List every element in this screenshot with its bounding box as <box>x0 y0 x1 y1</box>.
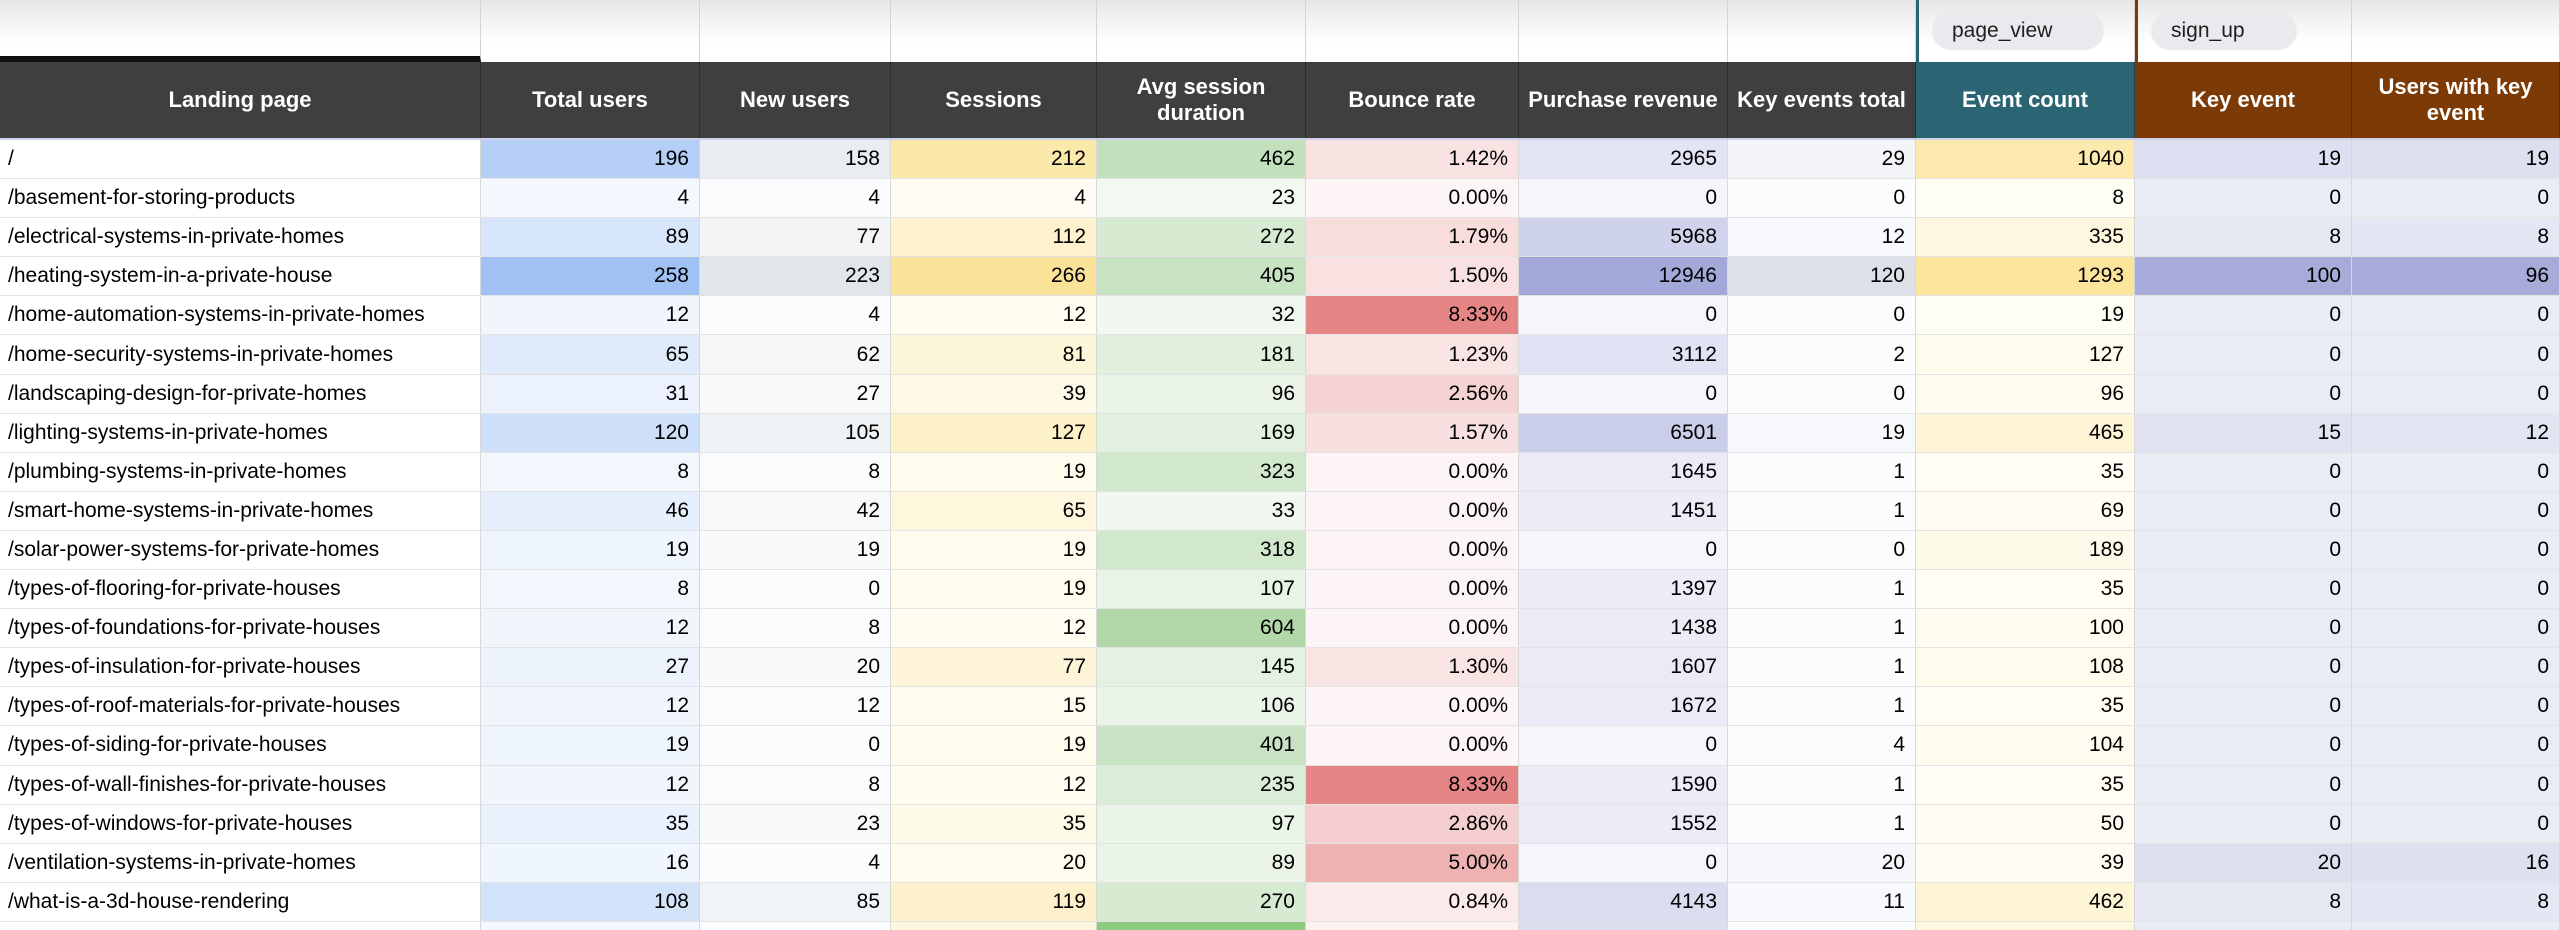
cell-landing-page[interactable]: /landscaping-design-for-private-homes <box>0 375 481 413</box>
cell-key-events-total[interactable]: 1 <box>1728 805 1916 843</box>
cell-key-event[interactable]: 20 <box>2135 844 2352 882</box>
cell-key-events-total[interactable]: 11 <box>1728 883 1916 921</box>
cell-new-users[interactable]: 8 <box>700 609 891 647</box>
cell-total-users[interactable]: 16 <box>481 844 700 882</box>
cell-landing-page[interactable]: /types-of-roof-materials-for-private-houses <box>0 687 481 725</box>
cell-landing-page[interactable]: / <box>0 140 481 178</box>
cell-event-count[interactable]: 462 <box>1916 883 2135 921</box>
cell-total-users[interactable]: 108 <box>481 883 700 921</box>
cell-avg-session-duration[interactable]: 181 <box>1097 335 1306 373</box>
cell-event-count[interactable]: 96 <box>1916 375 2135 413</box>
cell-event-count[interactable]: 35 <box>1916 766 2135 804</box>
chip-cell-event-count[interactable] <box>1916 0 2135 62</box>
cell-key-event[interactable]: 100 <box>2135 257 2352 295</box>
cell-sessions[interactable]: 12 <box>891 609 1097 647</box>
header-users-with-key-event[interactable]: Users with key event <box>2352 62 2560 138</box>
cell-event-count[interactable]: 465 <box>1916 414 2135 452</box>
table-row <box>0 805 2560 844</box>
cell-landing-page[interactable]: /smart-home-systems-in-private-homes <box>0 492 481 530</box>
cell-key-event[interactable]: 0 <box>2135 492 2352 530</box>
table-row <box>0 335 2560 374</box>
cell-users-with-key-event[interactable]: 0 <box>2352 687 2560 725</box>
cell-landing-page[interactable]: /types-of-siding-for-private-houses <box>0 726 481 764</box>
cell-users-with-key-event[interactable]: 0 <box>2352 531 2560 569</box>
cell-purchase-revenue[interactable]: 0 <box>1519 531 1728 569</box>
cell-key-event[interactable]: 0 <box>2135 609 2352 647</box>
cell-bounce-rate[interactable]: 1.42% <box>1306 140 1519 178</box>
cell-users-with-key-event[interactable] <box>2352 922 2560 930</box>
cell-total-users[interactable]: 258 <box>481 257 700 295</box>
cell-event-count[interactable]: 100 <box>1916 609 2135 647</box>
chip-cell-bounce-rate[interactable] <box>1306 0 1519 62</box>
cell-key-event[interactable]: 0 <box>2135 570 2352 608</box>
cell-event-count[interactable]: 1293 <box>1916 257 2135 295</box>
cell-key-events-total[interactable]: 1 <box>1728 766 1916 804</box>
cell-key-event[interactable]: 0 <box>2135 805 2352 843</box>
cell-sessions[interactable]: 81 <box>891 335 1097 373</box>
cell-purchase-revenue[interactable]: 0 <box>1519 179 1728 217</box>
chip-row <box>0 0 2560 62</box>
cell-total-users[interactable]: 8 <box>481 570 700 608</box>
cell-sessions[interactable]: 19 <box>891 726 1097 764</box>
cell-landing-page[interactable]: /heating-system-in-a-private-house <box>0 257 481 295</box>
cell-new-users[interactable]: 85 <box>700 883 891 921</box>
cell-event-count[interactable]: 35 <box>1916 453 2135 491</box>
cell-avg-session-duration[interactable]: 604 <box>1097 609 1306 647</box>
cell-landing-page[interactable]: /what-is-a-3d-house-rendering <box>0 883 481 921</box>
cell-sessions[interactable]: 19 <box>891 570 1097 608</box>
cell-key-event[interactable] <box>2135 922 2352 930</box>
cell-avg-session-duration[interactable]: 318 <box>1097 531 1306 569</box>
cell-total-users[interactable]: 35 <box>481 805 700 843</box>
cell-landing-page[interactable]: /home-automation-systems-in-private-homes <box>0 296 481 334</box>
cell-landing-page[interactable]: /ventilation-systems-in-private-homes <box>0 844 481 882</box>
cell-new-users[interactable]: 105 <box>700 414 891 452</box>
cell-key-events-total[interactable]: 1 <box>1728 648 1916 686</box>
cell-sessions[interactable]: 12 <box>891 766 1097 804</box>
cell-key-events-total[interactable]: 29 <box>1728 140 1916 178</box>
cell-key-event[interactable]: 0 <box>2135 687 2352 725</box>
cell-bounce-rate[interactable]: 1.50% <box>1306 257 1519 295</box>
cell-new-users[interactable]: 62 <box>700 335 891 373</box>
cell-purchase-revenue[interactable]: 1451 <box>1519 492 1728 530</box>
cell-landing-page[interactable]: /lighting-systems-in-private-homes <box>0 414 481 452</box>
cell-users-with-key-event[interactable]: 0 <box>2352 179 2560 217</box>
cell-purchase-revenue[interactable]: 6501 <box>1519 414 1728 452</box>
cell-purchase-revenue[interactable]: 0 <box>1519 296 1728 334</box>
cell-users-with-key-event[interactable]: 0 <box>2352 570 2560 608</box>
cell-purchase-revenue[interactable]: 1645 <box>1519 453 1728 491</box>
table-row <box>0 257 2560 296</box>
header-key-events-total[interactable]: Key events total <box>1728 62 1916 138</box>
cell-sessions[interactable]: 119 <box>891 883 1097 921</box>
cell-users-with-key-event[interactable]: 0 <box>2352 609 2560 647</box>
table-row <box>0 570 2560 609</box>
cell-total-users[interactable] <box>481 922 700 930</box>
cell-users-with-key-event[interactable]: 19 <box>2352 140 2560 178</box>
cell-event-count[interactable]: 39 <box>1916 844 2135 882</box>
table-row <box>0 414 2560 453</box>
cell-total-users[interactable]: 27 <box>481 648 700 686</box>
header-sessions[interactable]: Sessions <box>891 62 1097 138</box>
cell-key-event[interactable]: 19 <box>2135 140 2352 178</box>
cell-users-with-key-event[interactable]: 8 <box>2352 218 2560 256</box>
cell-avg-session-duration[interactable]: 23 <box>1097 179 1306 217</box>
cell-new-users[interactable]: 19 <box>700 531 891 569</box>
cell-users-with-key-event[interactable]: 16 <box>2352 844 2560 882</box>
cell-avg-session-duration[interactable]: 96 <box>1097 375 1306 413</box>
cell-avg-session-duration[interactable]: 235 <box>1097 766 1306 804</box>
cell-total-users[interactable]: 4 <box>481 179 700 217</box>
cell-users-with-key-event[interactable]: 0 <box>2352 375 2560 413</box>
table-row <box>0 766 2560 805</box>
cell-avg-session-duration[interactable]: 169 <box>1097 414 1306 452</box>
table-row <box>0 218 2560 257</box>
cell-purchase-revenue[interactable]: 1397 <box>1519 570 1728 608</box>
cell-event-count[interactable] <box>1916 922 2135 930</box>
cell-total-users[interactable]: 196 <box>481 140 700 178</box>
cell-bounce-rate[interactable]: 0.00% <box>1306 492 1519 530</box>
cell-avg-session-duration[interactable]: 32 <box>1097 296 1306 334</box>
cell-purchase-revenue[interactable]: 1590 <box>1519 766 1728 804</box>
cell-purchase-revenue[interactable]: 1552 <box>1519 805 1728 843</box>
cell-event-count[interactable]: 335 <box>1916 218 2135 256</box>
cell-new-users[interactable]: 27 <box>700 375 891 413</box>
cell-key-event[interactable]: 0 <box>2135 766 2352 804</box>
cell-bounce-rate[interactable] <box>1306 922 1519 930</box>
chip-cell-sessions[interactable] <box>891 0 1097 62</box>
cell-event-count[interactable]: 8 <box>1916 179 2135 217</box>
cell-key-event[interactable]: 0 <box>2135 335 2352 373</box>
cell-event-count[interactable]: 1040 <box>1916 140 2135 178</box>
cell-users-with-key-event[interactable]: 0 <box>2352 453 2560 491</box>
cell-event-count[interactable]: 35 <box>1916 687 2135 725</box>
header-total-users[interactable]: Total users <box>481 62 700 138</box>
cell-key-event[interactable]: 0 <box>2135 531 2352 569</box>
cell-total-users[interactable]: 46 <box>481 492 700 530</box>
cell-key-events-total[interactable]: 1 <box>1728 453 1916 491</box>
table-row <box>0 140 2560 179</box>
cell-key-event[interactable]: 0 <box>2135 375 2352 413</box>
table-row <box>0 492 2560 531</box>
cell-bounce-rate[interactable]: 0.00% <box>1306 531 1519 569</box>
cell-users-with-key-event[interactable]: 0 <box>2352 726 2560 764</box>
chip-cell-new-users[interactable] <box>700 0 891 62</box>
cell-purchase-revenue[interactable]: 0 <box>1519 844 1728 882</box>
sign-up-chip[interactable]: sign_up <box>2151 12 2297 50</box>
cell-bounce-rate[interactable]: 0.00% <box>1306 726 1519 764</box>
cell-users-with-key-event[interactable]: 96 <box>2352 257 2560 295</box>
cell-total-users[interactable]: 19 <box>481 726 700 764</box>
cell-key-events-total[interactable]: 0 <box>1728 531 1916 569</box>
table-row <box>0 726 2560 765</box>
cell-bounce-rate[interactable]: 1.79% <box>1306 218 1519 256</box>
cell-total-users[interactable]: 12 <box>481 766 700 804</box>
cell-key-events-total[interactable]: 19 <box>1728 414 1916 452</box>
cell-purchase-revenue[interactable]: 12946 <box>1519 257 1728 295</box>
cell-new-users[interactable]: 12 <box>700 687 891 725</box>
cell-total-users[interactable]: 89 <box>481 218 700 256</box>
cell-purchase-revenue[interactable]: 4143 <box>1519 883 1728 921</box>
cell-users-with-key-event[interactable]: 0 <box>2352 766 2560 804</box>
cell-avg-session-duration[interactable]: 401 <box>1097 726 1306 764</box>
cell-avg-session-duration[interactable]: 145 <box>1097 648 1306 686</box>
cell-avg-session-duration[interactable]: 97 <box>1097 805 1306 843</box>
cell-bounce-rate[interactable]: 8.33% <box>1306 296 1519 334</box>
cell-key-event[interactable]: 8 <box>2135 218 2352 256</box>
cell-new-users[interactable]: 158 <box>700 140 891 178</box>
header-bounce-rate[interactable]: Bounce rate <box>1306 62 1519 138</box>
cell-key-events-total[interactable]: 120 <box>1728 257 1916 295</box>
cell-new-users[interactable]: 8 <box>700 453 891 491</box>
cell-event-count[interactable]: 69 <box>1916 492 2135 530</box>
chip-cell-total-users[interactable] <box>481 0 700 62</box>
cell-new-users[interactable]: 4 <box>700 179 891 217</box>
cell-key-events-total[interactable]: 1 <box>1728 609 1916 647</box>
cell-purchase-revenue[interactable]: 1672 <box>1519 687 1728 725</box>
cell-avg-session-duration[interactable]: 405 <box>1097 257 1306 295</box>
cell-sessions[interactable]: 20 <box>891 844 1097 882</box>
cell-purchase-revenue[interactable] <box>1519 922 1728 930</box>
cell-key-events-total[interactable]: 4 <box>1728 726 1916 764</box>
cell-landing-page[interactable]: /types-of-windows-for-private-houses <box>0 805 481 843</box>
cell-purchase-revenue[interactable]: 3112 <box>1519 335 1728 373</box>
cell-key-event[interactable]: 0 <box>2135 648 2352 686</box>
cell-sessions[interactable]: 15 <box>891 687 1097 725</box>
cell-sessions[interactable]: 112 <box>891 218 1097 256</box>
table-body <box>0 140 2560 930</box>
cell-event-count[interactable]: 19 <box>1916 296 2135 334</box>
header-row <box>0 62 2560 140</box>
cell-new-users[interactable]: 23 <box>700 805 891 843</box>
cell-key-events-total[interactable]: 1 <box>1728 687 1916 725</box>
partial-row <box>0 922 2560 930</box>
cell-avg-session-duration[interactable] <box>1097 922 1306 930</box>
cell-sessions[interactable]: 19 <box>891 453 1097 491</box>
cell-landing-page[interactable]: /basement-for-storing-products <box>0 179 481 217</box>
cell-sessions[interactable]: 65 <box>891 492 1097 530</box>
cell-users-with-key-event[interactable]: 12 <box>2352 414 2560 452</box>
cell-key-events-total[interactable] <box>1728 922 1916 930</box>
chip-cell-users-with-key-event[interactable] <box>2352 0 2560 62</box>
chip-cell-landing-page[interactable] <box>0 0 481 62</box>
cell-users-with-key-event[interactable]: 0 <box>2352 805 2560 843</box>
cell-key-event[interactable]: 0 <box>2135 296 2352 334</box>
header-landing-page[interactable]: Landing page <box>0 62 481 138</box>
cell-new-users[interactable]: 42 <box>700 492 891 530</box>
cell-purchase-revenue[interactable]: 2965 <box>1519 140 1728 178</box>
cell-key-events-total[interactable]: 12 <box>1728 218 1916 256</box>
cell-avg-session-duration[interactable]: 106 <box>1097 687 1306 725</box>
cell-sessions[interactable]: 266 <box>891 257 1097 295</box>
chip-cell-purchase-revenue[interactable] <box>1519 0 1728 62</box>
cell-key-event[interactable]: 15 <box>2135 414 2352 452</box>
cell-avg-session-duration[interactable]: 462 <box>1097 140 1306 178</box>
table-row <box>0 609 2560 648</box>
cell-bounce-rate[interactable]: 1.23% <box>1306 335 1519 373</box>
cell-purchase-revenue[interactable]: 1438 <box>1519 609 1728 647</box>
table-row <box>0 296 2560 335</box>
cell-purchase-revenue[interactable]: 0 <box>1519 726 1728 764</box>
cell-sessions[interactable]: 212 <box>891 140 1097 178</box>
cell-bounce-rate[interactable]: 2.86% <box>1306 805 1519 843</box>
cell-landing-page[interactable]: /plumbing-systems-in-private-homes <box>0 453 481 491</box>
cell-new-users[interactable]: 223 <box>700 257 891 295</box>
table-row <box>0 844 2560 883</box>
cell-sessions[interactable]: 39 <box>891 375 1097 413</box>
table-row <box>0 883 2560 922</box>
cell-landing-page[interactable]: /home-security-systems-in-private-homes <box>0 335 481 373</box>
cell-total-users[interactable]: 8 <box>481 453 700 491</box>
cell-bounce-rate[interactable]: 1.57% <box>1306 414 1519 452</box>
cell-sessions[interactable]: 19 <box>891 531 1097 569</box>
cell-total-users[interactable]: 31 <box>481 375 700 413</box>
cell-users-with-key-event[interactable]: 0 <box>2352 648 2560 686</box>
cell-purchase-revenue[interactable]: 0 <box>1519 375 1728 413</box>
table-row <box>0 375 2560 414</box>
cell-event-count[interactable]: 35 <box>1916 570 2135 608</box>
header-avg-session-duration[interactable]: Avg session duration <box>1097 62 1306 138</box>
cell-key-events-total[interactable]: 0 <box>1728 296 1916 334</box>
header-new-users[interactable]: New users <box>700 62 891 138</box>
cell-new-users[interactable]: 0 <box>700 726 891 764</box>
cell-bounce-rate[interactable]: 0.00% <box>1306 179 1519 217</box>
cell-key-events-total[interactable]: 2 <box>1728 335 1916 373</box>
cell-event-count[interactable]: 189 <box>1916 531 2135 569</box>
cell-key-events-total[interactable]: 1 <box>1728 492 1916 530</box>
cell-new-users[interactable]: 0 <box>700 570 891 608</box>
cell-bounce-rate[interactable]: 0.00% <box>1306 570 1519 608</box>
cell-new-users[interactable]: 77 <box>700 218 891 256</box>
cell-bounce-rate[interactable]: 0.00% <box>1306 687 1519 725</box>
header-key-event[interactable]: Key event <box>2135 62 2352 138</box>
cell-total-users[interactable]: 12 <box>481 609 700 647</box>
cell-key-events-total[interactable]: 0 <box>1728 179 1916 217</box>
cell-bounce-rate[interactable]: 8.33% <box>1306 766 1519 804</box>
cell-event-count[interactable]: 50 <box>1916 805 2135 843</box>
cell-avg-session-duration[interactable]: 272 <box>1097 218 1306 256</box>
cell-purchase-revenue[interactable]: 5968 <box>1519 218 1728 256</box>
cell-new-users[interactable]: 4 <box>700 844 891 882</box>
table-row <box>0 648 2560 687</box>
cell-bounce-rate[interactable]: 5.00% <box>1306 844 1519 882</box>
chip-cell-key-event[interactable] <box>2135 0 2352 62</box>
cell-avg-session-duration[interactable]: 107 <box>1097 570 1306 608</box>
table-row <box>0 531 2560 570</box>
cell-bounce-rate[interactable]: 0.00% <box>1306 609 1519 647</box>
cell-key-events-total[interactable]: 1 <box>1728 570 1916 608</box>
cell-key-event[interactable]: 8 <box>2135 883 2352 921</box>
cell-new-users[interactable]: 20 <box>700 648 891 686</box>
cell-landing-page[interactable]: /types-of-flooring-for-private-houses <box>0 570 481 608</box>
cell-landing-page[interactable]: /solar-power-systems-for-private-homes <box>0 531 481 569</box>
cell-sessions[interactable]: 4 <box>891 179 1097 217</box>
cell-new-users[interactable]: 4 <box>700 296 891 334</box>
cell-users-with-key-event[interactable]: 0 <box>2352 335 2560 373</box>
cell-avg-session-duration[interactable]: 89 <box>1097 844 1306 882</box>
page-view-chip[interactable]: page_view <box>1932 12 2104 50</box>
cell-purchase-revenue[interactable]: 1607 <box>1519 648 1728 686</box>
cell-sessions[interactable]: 77 <box>891 648 1097 686</box>
header-purchase-revenue[interactable]: Purchase revenue <box>1519 62 1728 138</box>
cell-landing-page[interactable]: /electrical-systems-in-private-homes <box>0 218 481 256</box>
cell-bounce-rate[interactable]: 0.84% <box>1306 883 1519 921</box>
cell-total-users[interactable]: 12 <box>481 296 700 334</box>
cell-sessions[interactable]: 35 <box>891 805 1097 843</box>
cell-users-with-key-event[interactable]: 8 <box>2352 883 2560 921</box>
cell-event-count[interactable]: 104 <box>1916 726 2135 764</box>
cell-avg-session-duration[interactable]: 323 <box>1097 453 1306 491</box>
cell-sessions[interactable] <box>891 922 1097 930</box>
table-row <box>0 179 2560 218</box>
table-row <box>0 687 2560 726</box>
cell-event-count[interactable]: 108 <box>1916 648 2135 686</box>
cell-key-event[interactable]: 0 <box>2135 726 2352 764</box>
chip-cell-key-events-total[interactable] <box>1728 0 1916 62</box>
cell-total-users[interactable]: 65 <box>481 335 700 373</box>
cell-key-events-total[interactable]: 20 <box>1728 844 1916 882</box>
cell-users-with-key-event[interactable]: 0 <box>2352 492 2560 530</box>
table-row <box>0 453 2560 492</box>
cell-bounce-rate[interactable]: 1.30% <box>1306 648 1519 686</box>
cell-new-users[interactable] <box>700 922 891 930</box>
cell-landing-page[interactable]: /types-of-foundations-for-private-houses <box>0 609 481 647</box>
cell-event-count[interactable]: 127 <box>1916 335 2135 373</box>
header-event-count[interactable]: Event count <box>1916 62 2135 138</box>
cell-key-events-total[interactable]: 0 <box>1728 375 1916 413</box>
cell-landing-page[interactable]: /types-of-insulation-for-private-houses <box>0 648 481 686</box>
cell-total-users[interactable]: 12 <box>481 687 700 725</box>
chip-cell-avg-session-duration[interactable] <box>1097 0 1306 62</box>
cell-users-with-key-event[interactable]: 0 <box>2352 296 2560 334</box>
cell-key-event[interactable]: 0 <box>2135 179 2352 217</box>
cell-sessions[interactable]: 127 <box>891 414 1097 452</box>
cell-bounce-rate[interactable]: 0.00% <box>1306 453 1519 491</box>
cell-total-users[interactable]: 19 <box>481 531 700 569</box>
cell-new-users[interactable]: 8 <box>700 766 891 804</box>
cell-avg-session-duration[interactable]: 33 <box>1097 492 1306 530</box>
cell-total-users[interactable]: 120 <box>481 414 700 452</box>
cell-landing-page[interactable] <box>0 922 481 930</box>
cell-key-event[interactable]: 0 <box>2135 453 2352 491</box>
cell-bounce-rate[interactable]: 2.56% <box>1306 375 1519 413</box>
cell-avg-session-duration[interactable]: 270 <box>1097 883 1306 921</box>
cell-sessions[interactable]: 12 <box>891 296 1097 334</box>
cell-landing-page[interactable]: /types-of-wall-finishes-for-private-houses <box>0 766 481 804</box>
